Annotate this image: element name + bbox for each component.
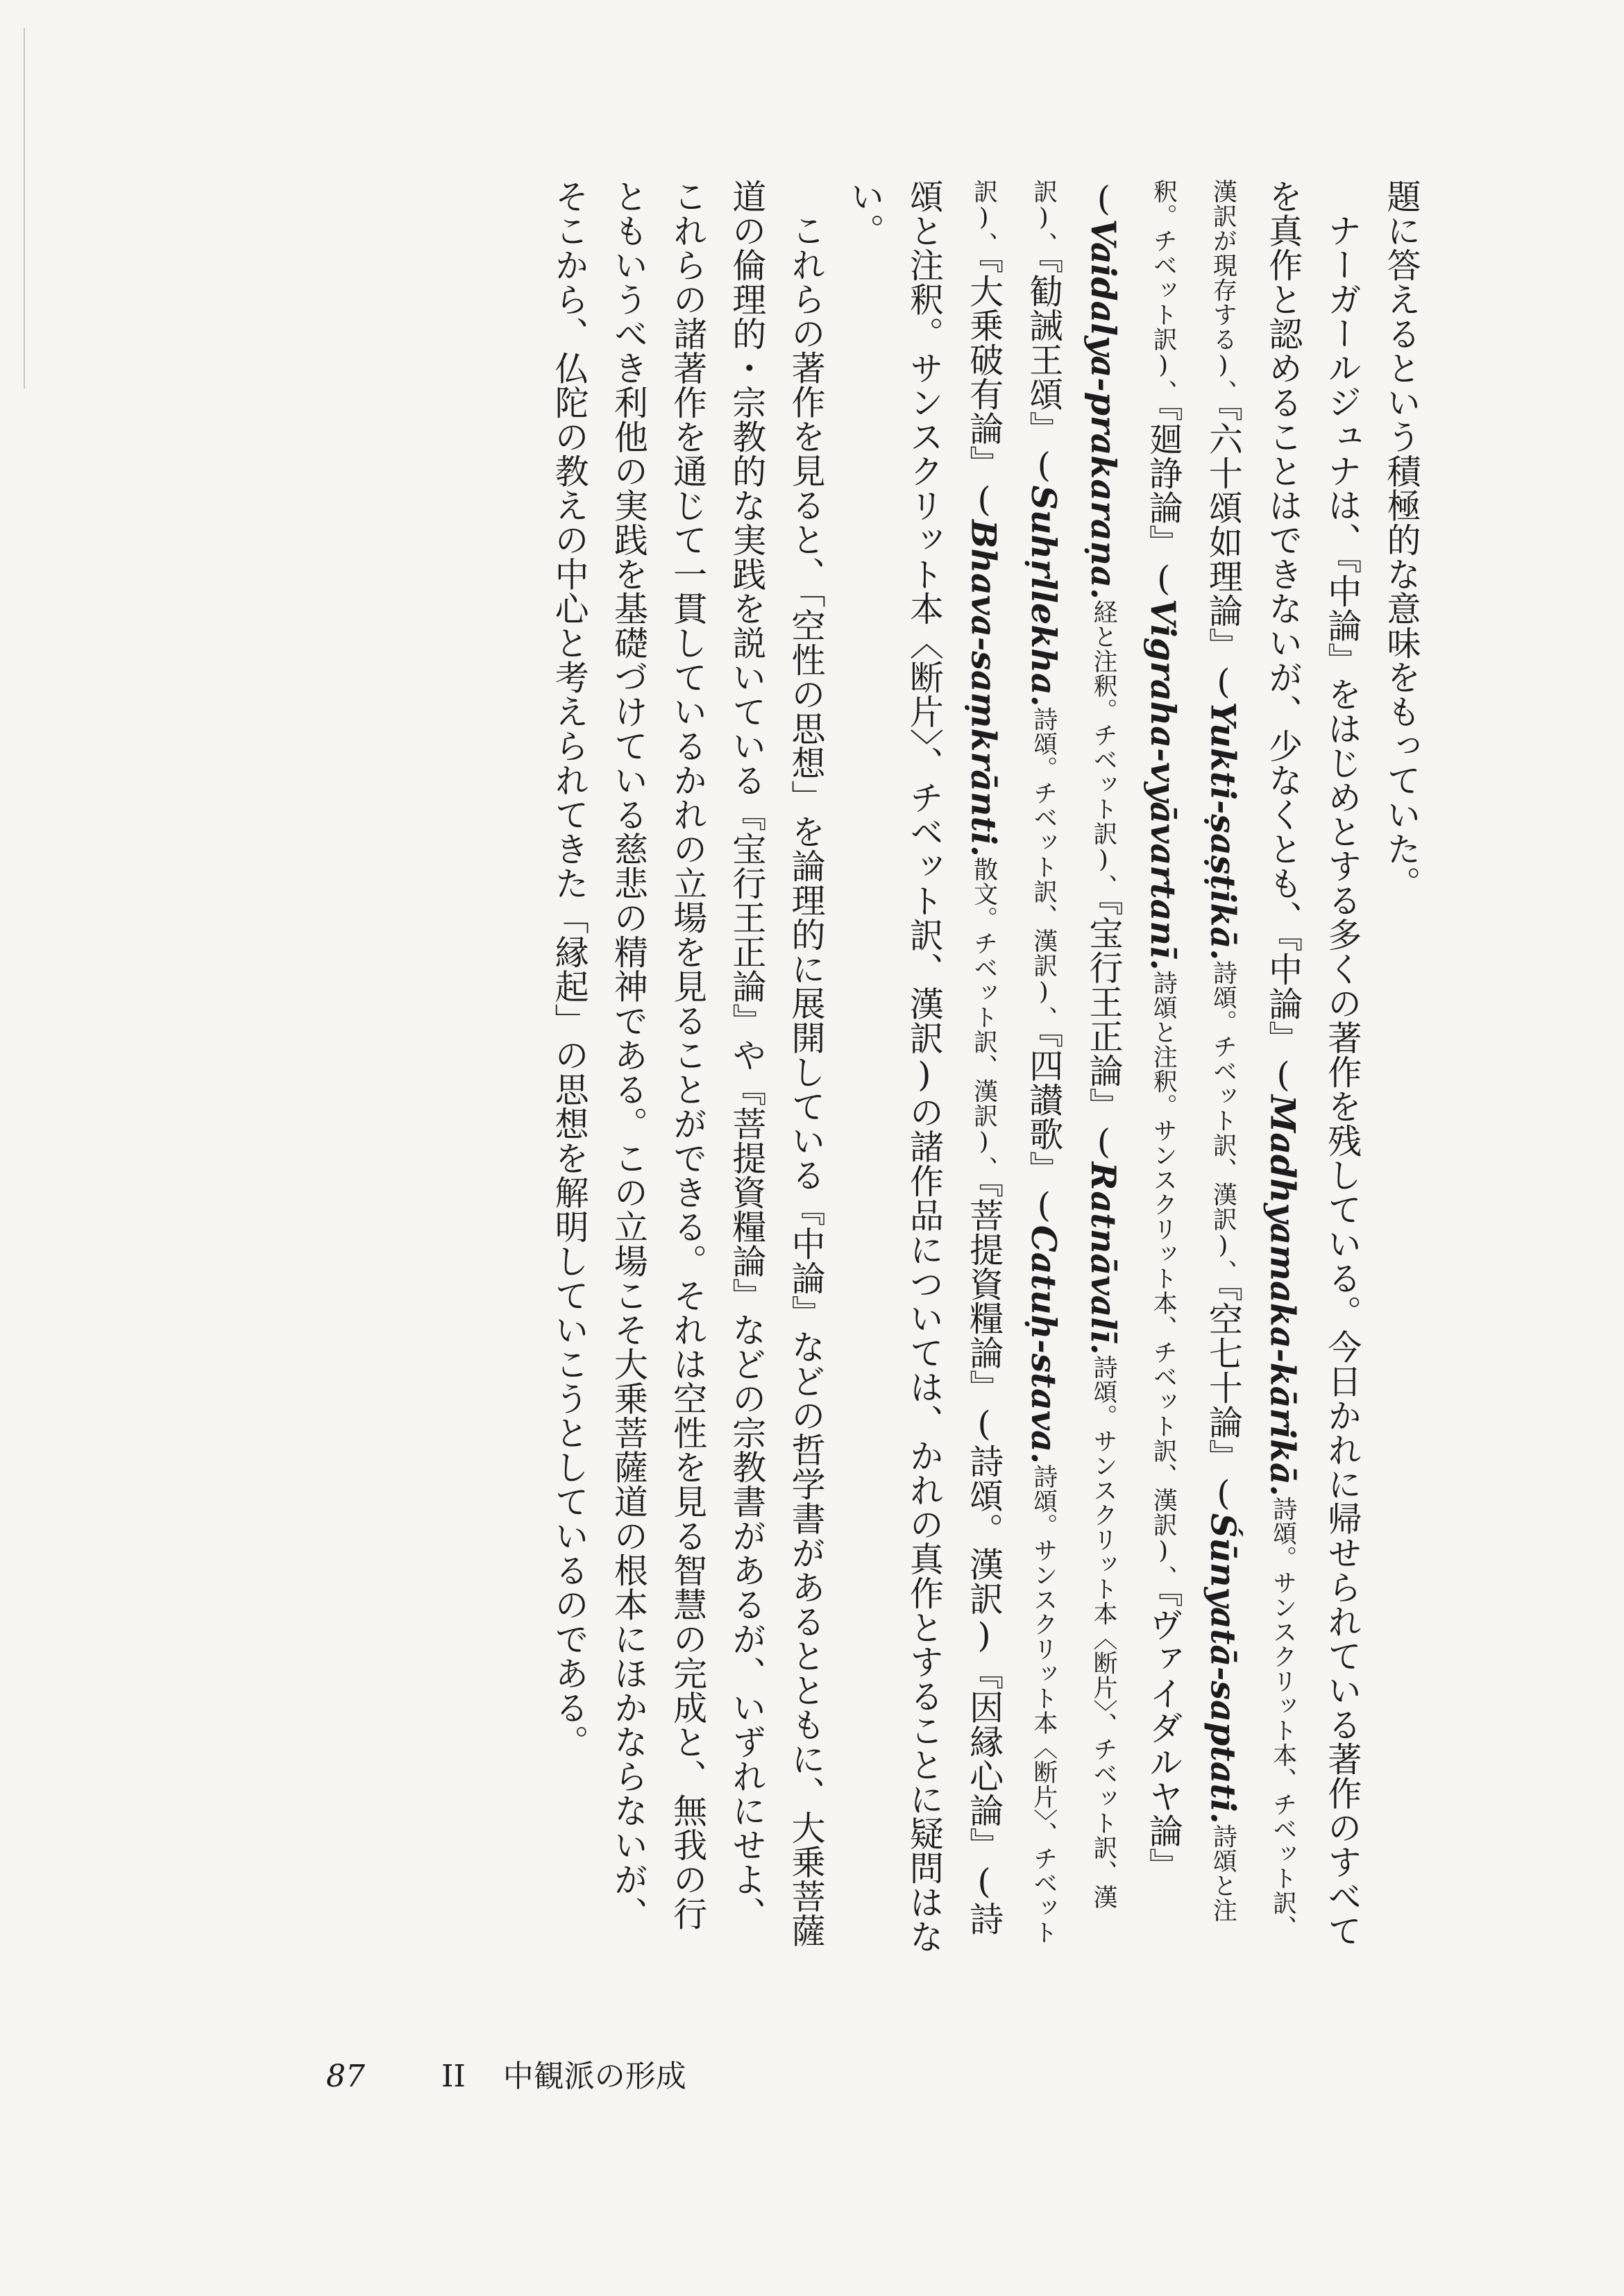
p2-work-bodhisambhara: 『菩提資糧論』(詩頌。漢訳): [964, 1180, 1004, 1656]
p2-work-suhrllekha: 『勧誡王頌』(: [1024, 256, 1064, 486]
page-edge-line: [24, 28, 25, 389]
p2-title-catuhstava: Catuḥ-stava.: [1023, 1225, 1064, 1464]
paragraph-1: [1372, 179, 1431, 1955]
p2-note-catuhstava: 詩頌。サンスクリット本〈断片〉、チベット訳)、: [970, 179, 1058, 1945]
p2-title-vaidalya: Vaidalya-prakaraṇa.: [1083, 219, 1124, 600]
p2-title-sunyata: Śūnyatā-saptati.: [1203, 1513, 1244, 1824]
page-footer: [326, 2051, 686, 2095]
p2-work-pratitya: 『因縁心論』(詩頌と注釈。サンスクリット本〈断片〉、チベット訳、漢訳): [904, 179, 1004, 1936]
p2-conclusion: の諸作品については、かれの真作とすることに疑問はない。: [845, 179, 945, 1954]
page-number: 87: [326, 2059, 365, 2094]
p2-title-ratnavali: Ratnāvalī.: [1083, 1162, 1124, 1355]
p2-title-yukti: Yukti-ṣaṣṭikā.: [1203, 701, 1244, 961]
p2-title-suhrllekha: Suhṛllekha.: [1023, 485, 1064, 707]
p2-work-vaidalya: 『ヴァイダルヤ論』(: [1083, 179, 1184, 1882]
p2-title-madhyamaka: Madhyamaka-kārikā.: [1262, 1095, 1303, 1497]
p2-work-ratnavali: 『宝行王正論』(: [1083, 899, 1124, 1162]
p2-note-suhrllekha: 詩頌。チベット訳、漢訳)、: [1029, 706, 1058, 1031]
p2-work-sunyata: 『空七十論』(: [1203, 1284, 1244, 1513]
paragraph-2: [836, 179, 1372, 1955]
paragraph-3: [540, 179, 836, 1955]
p2-note-sunyata: 詩頌と注釈。チベット訳)、: [1149, 179, 1237, 1923]
p2-title-bhava: Bhava-saṃkrānti.: [963, 520, 1004, 857]
p2-note-bhava: 散文。チベット訳、漢訳)、: [970, 856, 998, 1181]
paragraph-1-text: 題に答えるという積極的な意味をもっていた。: [1382, 179, 1421, 901]
paragraph-3-text: これらの著作を見ると、「空性の思想」を論理的に展開している『中論』などの哲学書があるとともに、大乗菩薩道の倫理的・宗教的な実践を説いている『宝行王正論』や『菩提資糧論』などの宗教書があるが、いずれにせよ、これらの諸著作を通じて一貫しているかれの立場を見ることができる。それは空性を見る智慧の完成と、無我の行ともいうべき利他の実践を基礎づけている慈悲の精神である。この立場こそ大乗菩薩道の根本にほかならないが、そこから、仏陀の教えの中心と考えられてきた「縁起」の思想を解明していこうとしているのである。: [550, 179, 826, 1948]
p2-note-vigraha: 詩頌と注釈。サンスクリット本、チベット訳、漢訳)、: [1149, 970, 1178, 1590]
p2-note-vaidalya: 経と注釈。チベット訳)、: [1089, 599, 1117, 899]
p2-intro: ナーガールジュナは、『中論』をはじめとする多くの著作を残している。今日かれに帰せられている著作のすべてを真作と認めることはできないが、少なくとも、『中論』(: [1263, 179, 1362, 1948]
p2-note-madhyamaka: 詩頌。サンスクリット本、チベット訳、漢訳が現存する)、: [1209, 179, 1297, 1940]
chapter-title: 中観派の形成: [502, 2059, 686, 2094]
p2-note-ratnavali: 詩頌。サンスクリット本〈断片〉、チベット訳、漢訳)、: [1029, 179, 1117, 1910]
p2-note-yukti: 詩頌。チベット訳、漢訳)、: [1209, 960, 1237, 1284]
part-numeral: II: [441, 2059, 466, 2094]
vertical-body-text: [348, 179, 1431, 1955]
p2-work-bhava: 『大乗破有論』(: [964, 256, 1004, 520]
p2-title-vigraha: Vigraha-vyāvartanī.: [1143, 599, 1184, 971]
p2-work-vigraha: 『廻諍論』(: [1144, 404, 1184, 599]
p2-work-yukti: 『六十頌如理論』(: [1203, 404, 1244, 702]
p2-work-catuhstava: 『四讃歌』(: [1024, 1030, 1064, 1225]
